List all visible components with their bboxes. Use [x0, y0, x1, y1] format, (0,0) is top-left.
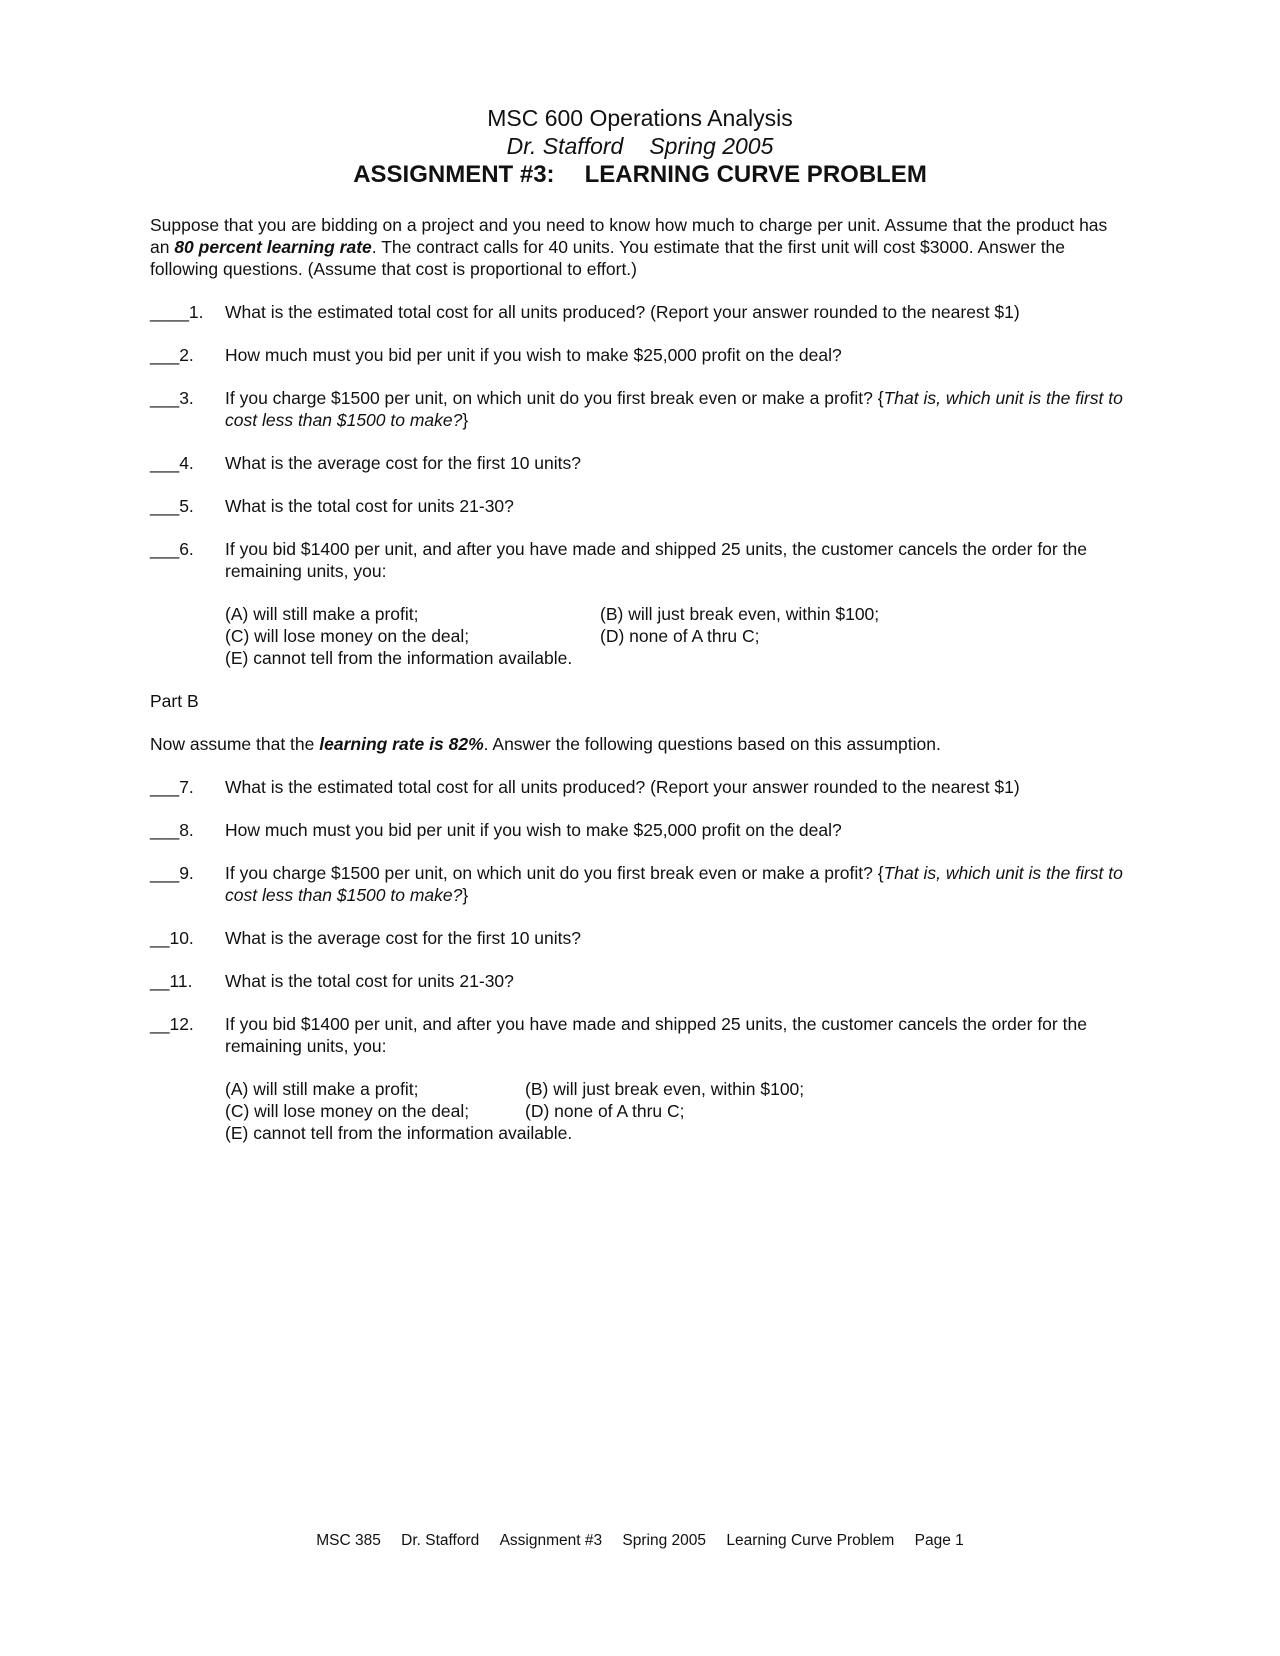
question-number: ___3. [150, 388, 194, 408]
intro-paragraph [150, 214, 1130, 280]
question-11 [150, 970, 1130, 992]
question-4 [150, 452, 1130, 474]
question-text-italic: That is, which unit is the first to cost less than $1500 to make? [225, 863, 1123, 905]
instructor-name: Dr. Stafford [506, 133, 624, 159]
question-3 [150, 387, 1130, 431]
question-text-main: If you charge $1500 per unit, on which unit do you first break even or make a profit? { [225, 863, 884, 883]
question-text: How much must you bid per unit if you wish to make $25,000 profit on the deal? [225, 820, 842, 840]
question-text: What is the total cost for units 21-30? [225, 971, 514, 991]
part-b-text-a: Now assume that the [150, 734, 320, 754]
assignment-topic: LEARNING CURVE PROBLEM [584, 161, 927, 188]
choice-a: (A) will still make a profit; [225, 604, 419, 624]
footer-course: MSC 385 [316, 1532, 381, 1549]
question-number: ___2. [150, 345, 194, 365]
part-b-label: Part B [150, 691, 199, 711]
question-12 [150, 1013, 1130, 1057]
part-b-text-b: . Answer the following questions based on this assumption. [483, 734, 941, 754]
question-5 [150, 495, 1130, 517]
intro-emphasis: 80 percent learning rate [174, 237, 372, 257]
choice-e: (E) cannot tell from the information available. [225, 648, 573, 668]
question-7 [150, 776, 1130, 798]
question-text-tail: } [462, 410, 469, 430]
choice-c: (C) will lose money on the deal; [225, 626, 470, 646]
page-footer [0, 1530, 1280, 1552]
choice-row [225, 1100, 1130, 1122]
question-9 [150, 862, 1130, 906]
question-text: What is the total cost for units 21-30? [225, 496, 514, 516]
question-text: What is the estimated total cost for all units produced? (Report your answer rounded to the nearest $1) [225, 777, 1020, 797]
assignment-number: ASSIGNMENT #3: [353, 161, 555, 188]
choices-question-12 [225, 1057, 1130, 1144]
intro-text-b: . The contract calls for 40 units. You estimate that the first unit will cost $3000. Answer the following questions. (Assume that cost is proportional to effort.) [150, 237, 1066, 279]
course-title: MSC 600 Operations Analysis [487, 105, 793, 131]
part-b-intro [150, 733, 1130, 755]
question-number: ___7. [150, 777, 194, 797]
question-text: How much must you bid per unit if you wish to make $25,000 profit on the deal? [225, 345, 842, 365]
question-text-main: If you charge $1500 per unit, on which unit do you first break even or make a profit? { [225, 388, 884, 408]
question-number: __11. [150, 971, 193, 991]
question-number: ___8. [150, 820, 194, 840]
choice-row [225, 1078, 1130, 1100]
question-8 [150, 819, 1130, 841]
question-text [225, 862, 1130, 906]
choice-e: (E) cannot tell from the information available. [225, 1123, 573, 1143]
intro-text-a: Suppose that you are bidding on a project and you need to know how much to charge per unit. Assume that the product has an [150, 215, 1108, 257]
choice-row [225, 647, 1130, 669]
footer-assignment: Assignment #3 [499, 1532, 603, 1549]
question-1 [150, 301, 1130, 323]
instructor-term [0, 132, 1280, 160]
question-text: What is the average cost for the first 10 units? [225, 928, 582, 948]
choice-b: (B) will just break even, within $100; [525, 1079, 805, 1099]
footer-title: Learning Curve Problem [726, 1532, 895, 1549]
question-number: ____1. [150, 302, 204, 322]
question-number: __12. [150, 1014, 194, 1034]
question-text-tail: } [462, 885, 469, 905]
question-number: ___5. [150, 496, 194, 516]
question-text [225, 387, 1130, 431]
assignment-title [0, 160, 1280, 189]
question-text: If you bid $1400 per unit, and after you have made and shipped 25 units, the customer cancels the order for the remaining units, you: [225, 1014, 1087, 1056]
choice-row [225, 625, 1130, 647]
term: Spring 2005 [649, 133, 774, 159]
choice-b: (B) will just break even, within $100; [600, 604, 880, 624]
question-text: If you bid $1400 per unit, and after you have made and shipped 25 units, the customer cancels the order for the remaining units, you: [225, 539, 1087, 581]
choice-a: (A) will still make a profit; [225, 1079, 419, 1099]
question-text: What is the estimated total cost for all units produced? (Report your answer rounded to the nearest $1) [225, 302, 1020, 322]
footer-term: Spring 2005 [622, 1532, 707, 1549]
question-text: What is the average cost for the first 10 units? [225, 453, 582, 473]
question-text-italic: That is, which unit is the first to cost less than $1500 to make? [225, 388, 1123, 430]
question-number: ___6. [150, 539, 194, 559]
document-body [150, 214, 1130, 1165]
choice-d: (D) none of A thru C; [525, 1101, 685, 1121]
question-6 [150, 538, 1130, 582]
question-10 [150, 927, 1130, 949]
choice-row [225, 603, 1130, 625]
part-b-emphasis: learning rate is 82% [319, 734, 484, 754]
question-number: ___4. [150, 453, 194, 473]
footer-page-number: Page 1 [914, 1532, 964, 1549]
choices-question-6 [225, 582, 1130, 669]
question-number: ___9. [150, 863, 194, 883]
question-number: __10. [150, 928, 194, 948]
choice-row [225, 1122, 1130, 1144]
question-2 [150, 344, 1130, 366]
footer-instructor: Dr. Stafford [401, 1532, 480, 1549]
choice-c: (C) will lose money on the deal; [225, 1101, 470, 1121]
document-header [0, 104, 1280, 189]
choice-d: (D) none of A thru C; [600, 626, 760, 646]
